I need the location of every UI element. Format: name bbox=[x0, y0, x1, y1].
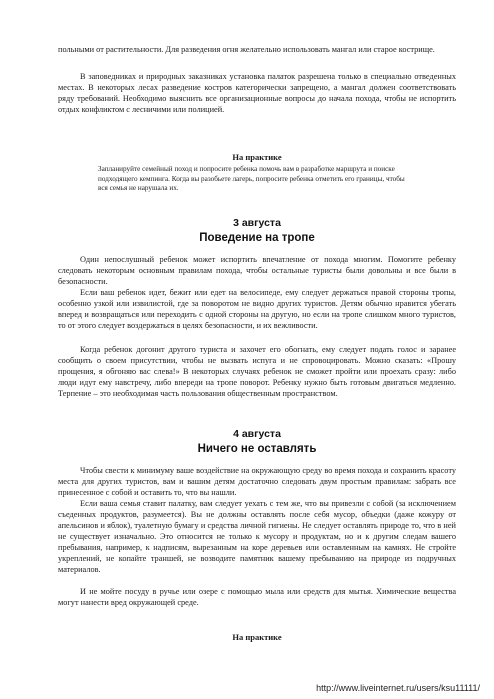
source-url[interactable]: http://www.liveinternet.ru/users/ksu11111/ bbox=[316, 683, 480, 693]
paragraph-trail-right-side: Если ваш ребенок идет, бежит или едет на велосипеде, ему следует держаться правой стороны тропы, особенно узкой или извилистой, где за поворотом не видно других туристов. Детям обычно нравится убегать вперед и возвращаться или переходить с одной стороны на другую, но если на тропе слишком много туристов, то от этого следует воздержаться в целях безопасности, и их вежливости. bbox=[58, 288, 456, 330]
section-date-aug3: 3 августа bbox=[233, 217, 281, 229]
section-title-leave-no-trace: Ничего не оставлять bbox=[197, 443, 317, 455]
paragraph-leave-intro: Чтобы свести к минимуму ваше воздействие на окружающую среду во время похода и сохранить красоту места для других туристов, вам и вашим детям достаточно следовать двум простым правилам: забрать все принесенное с собой и оставить то, что вы нашли. bbox=[58, 466, 456, 497]
paragraph-leave-dishes: И не мойте посуду в ручье или озере с помощью мыла или средств для мытья. Химические вещества могут нанести вред окружающей среде. bbox=[58, 587, 456, 607]
section-date-aug4: 4 августа bbox=[233, 428, 281, 440]
paragraph-trail-intro: Один непослушный ребенок может испортить впечатление от похода многим. Помогите ребенку следовать некоторым основным правилам похода, чтобы остальные туристы были довольны и все были в безопасности. bbox=[58, 255, 456, 286]
section-title-trail: Поведение на тропе bbox=[199, 232, 315, 244]
practice-body-1: Запланируйте семейный поход и попросите ребенка помочь вам в разработке маршрута и поиске подходящего кемпинга. Когда вы разобьете лагерь, попросите ребенка отметить его границы, чтобы вся семья не нарушала их. bbox=[98, 165, 405, 192]
paragraph-reserves: В заповедниках и природных заказниках установка палаток разрешена только в специально отведенных местах. В некоторых лесах разведение костров категорически запрещено, а мангал должен соответствовать ряду требований. Необходимо выяснить все организационные вопросы до начала похода, чтобы не испортить отдых конфликтом с лесничими или полицией. bbox=[58, 72, 456, 114]
practice-title-2: На практике bbox=[232, 632, 282, 642]
practice-title-1: На практике bbox=[232, 152, 282, 162]
paragraph-leave-tent: Если ваша семья ставит палатку, вам следует уехать с тем же, что вы привезли с собой (за исключением съеденных продуктов, разумеется). Вы не должны оставлять после себя мусор, объедки (даже кожуру от апельсинов и яблок), туалетную бумагу и средства личной гигиены. Не следует оставлять природе то, что в ней не существует изначально. Это относится не только к мусору и продуктам, но и к другим следам вашего пребывания, например, к надписям, вырезанным на коре деревьев или оставленным на камнях. Не стройте укреплений, не копайте траншей, не возводите памятник вашему пребыванию на природе из подручных материалов. bbox=[58, 499, 456, 574]
paragraph-trail-overtaking: Когда ребенок догонит другого туриста и захочет его обогнать, ему следует подать голос и заранее сообщить о своем присутствии, чтобы не вызвать испуга и не спровоцировать. Можно сказать: «Прошу прощения, я обгоняю вас слева!» В некоторых случаях ребенок не сможет пройти или проехать сразу: либо люди идут ему навстречу, либо впереди на тропе поворот. Ребенку нужно быть готовым двигаться медленно. Терпение – это необходимая часть пользования общественным пространством. bbox=[58, 345, 456, 398]
paragraph-campfire: польными от растительности. Для разведения огня желательно использовать мангал или старое кострище. bbox=[58, 45, 435, 54]
